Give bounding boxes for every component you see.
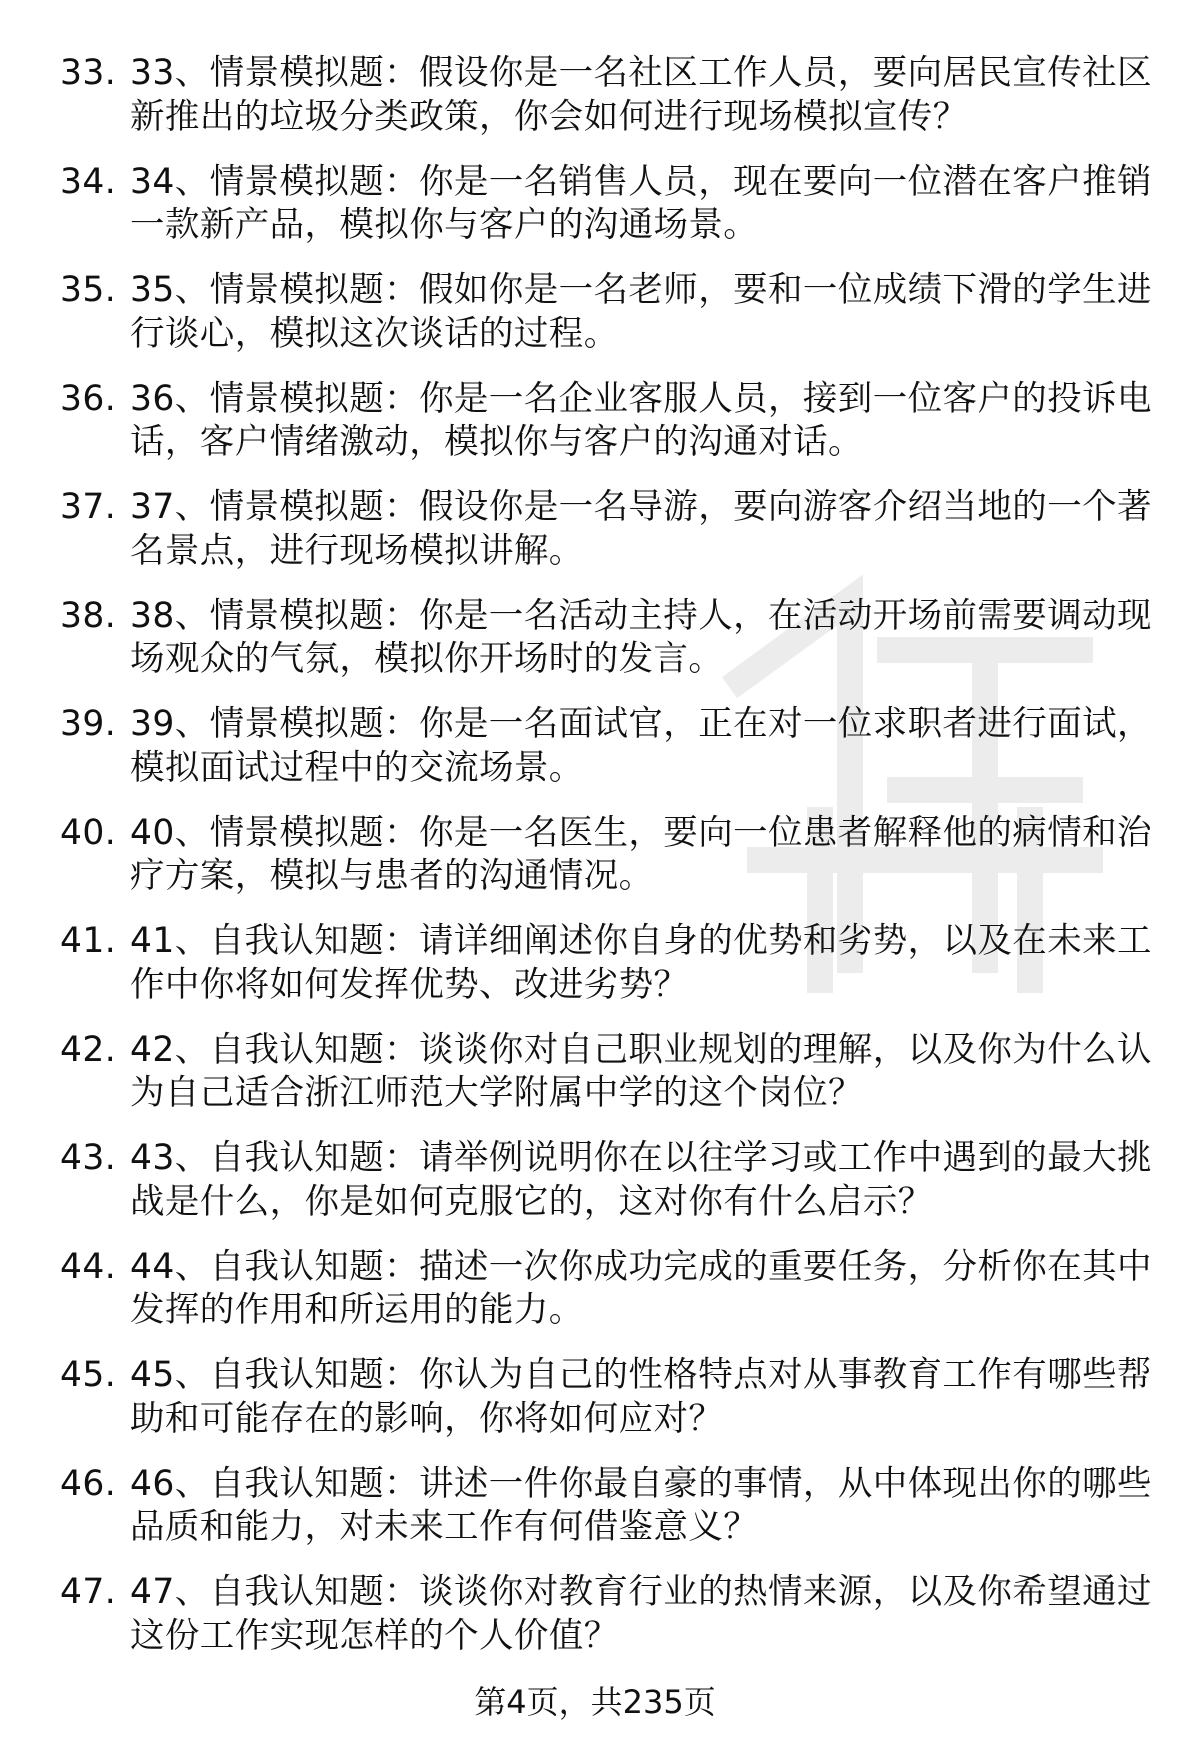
question-number: 47. bbox=[60, 1572, 117, 1612]
question-text: 33、情景模拟题：假设你是一名社区工作人员，要向居民宣传社区新推出的垃圾分类政策，你会如何进行现场模拟宣传？ bbox=[130, 53, 1152, 137]
page-footer: 第4页，共235页 bbox=[474, 1683, 716, 1721]
question-number: 34. bbox=[60, 161, 117, 202]
question-item bbox=[60, 1571, 1160, 1658]
question-item bbox=[60, 161, 1160, 248]
question-text: 38、情景模拟题：你是一名活动主持人，在活动开场前需要调动现场观众的气氛，模拟你开场时的发言。 bbox=[130, 595, 1152, 679]
question-item bbox=[60, 703, 1160, 790]
question-number: 45. bbox=[60, 1355, 117, 1395]
question-number: 46. bbox=[60, 1463, 117, 1504]
question-item bbox=[60, 1246, 1160, 1333]
question-text: 46、自我认知题：讲述一件你最自豪的事情，从中体现出你的哪些品质和能力，对未来工作有何借鉴意义？ bbox=[130, 1463, 1152, 1547]
question-number: 39. bbox=[60, 704, 117, 744]
question-item bbox=[60, 920, 1160, 1007]
question-text: 44、自我认知题：描述一次你成功完成的重要任务，分析你在其中发挥的作用和所运用的能力。 bbox=[130, 1246, 1152, 1330]
question-number: 36. bbox=[60, 378, 117, 419]
question-text: 34、情景模拟题：你是一名销售人员，现在要向一位潜在客户推销一款新产品，模拟你与客户的沟通场景。 bbox=[130, 161, 1152, 245]
question-number: 44. bbox=[60, 1246, 117, 1287]
question-list bbox=[60, 52, 1160, 1680]
question-text: 47、自我认知题：谈谈你对教育行业的热情来源，以及你希望通过这份工作实现怎样的个人价值？ bbox=[130, 1572, 1152, 1656]
question-text: 36、情景模拟题：你是一名企业客服人员，接到一位客户的投诉电话，客户情绪激动，模拟你与客户的沟通对话。 bbox=[130, 378, 1152, 462]
question-text: 39、情景模拟题：你是一名面试官，正在对一位求职者进行面试，模拟面试过程中的交流场景。 bbox=[130, 704, 1152, 788]
question-item bbox=[60, 1029, 1160, 1116]
question-text: 37、情景模拟题：假设你是一名导游，要向游客介绍当地的一个著名景点，进行现场模拟讲解。 bbox=[130, 487, 1152, 571]
question-item bbox=[60, 378, 1160, 465]
question-number: 35. bbox=[60, 270, 117, 310]
question-item bbox=[60, 1137, 1160, 1224]
question-text: 42、自我认知题：谈谈你对自己职业规划的理解，以及你为什么认为自己适合浙江师范大学附属中学的这个岗位？ bbox=[130, 1029, 1152, 1113]
question-text: 35、情景模拟题：假如你是一名老师，要和一位成绩下滑的学生进行谈心，模拟这次谈话的过程。 bbox=[130, 270, 1152, 354]
question-item bbox=[60, 1354, 1160, 1441]
question-number: 38. bbox=[60, 595, 117, 636]
question-number: 43. bbox=[60, 1138, 117, 1178]
question-item bbox=[60, 52, 1160, 139]
question-number: 33. bbox=[60, 53, 117, 93]
question-text: 43、自我认知题：请举例说明你在以往学习或工作中遇到的最大挑战是什么，你是如何克服它的，这对你有什么启示？ bbox=[130, 1138, 1152, 1222]
question-number: 37. bbox=[60, 487, 117, 527]
question-item bbox=[60, 595, 1160, 682]
question-item bbox=[60, 269, 1160, 356]
question-number: 41. bbox=[60, 921, 117, 961]
question-item bbox=[60, 812, 1160, 899]
question-item bbox=[60, 1463, 1160, 1550]
question-number: 40. bbox=[60, 812, 117, 853]
question-text: 45、自我认知题：你认为自己的性格特点对从事教育工作有哪些帮助和可能存在的影响，你将如何应对？ bbox=[130, 1355, 1152, 1439]
question-number: 42. bbox=[60, 1029, 117, 1070]
question-item bbox=[60, 486, 1160, 573]
question-text: 40、情景模拟题：你是一名医生，要向一位患者解释他的病情和治疗方案，模拟与患者的沟通情况。 bbox=[130, 812, 1152, 896]
question-text: 41、自我认知题：请详细阐述你自身的优势和劣势，以及在未来工作中你将如何发挥优势、改进劣势？ bbox=[130, 921, 1152, 1005]
